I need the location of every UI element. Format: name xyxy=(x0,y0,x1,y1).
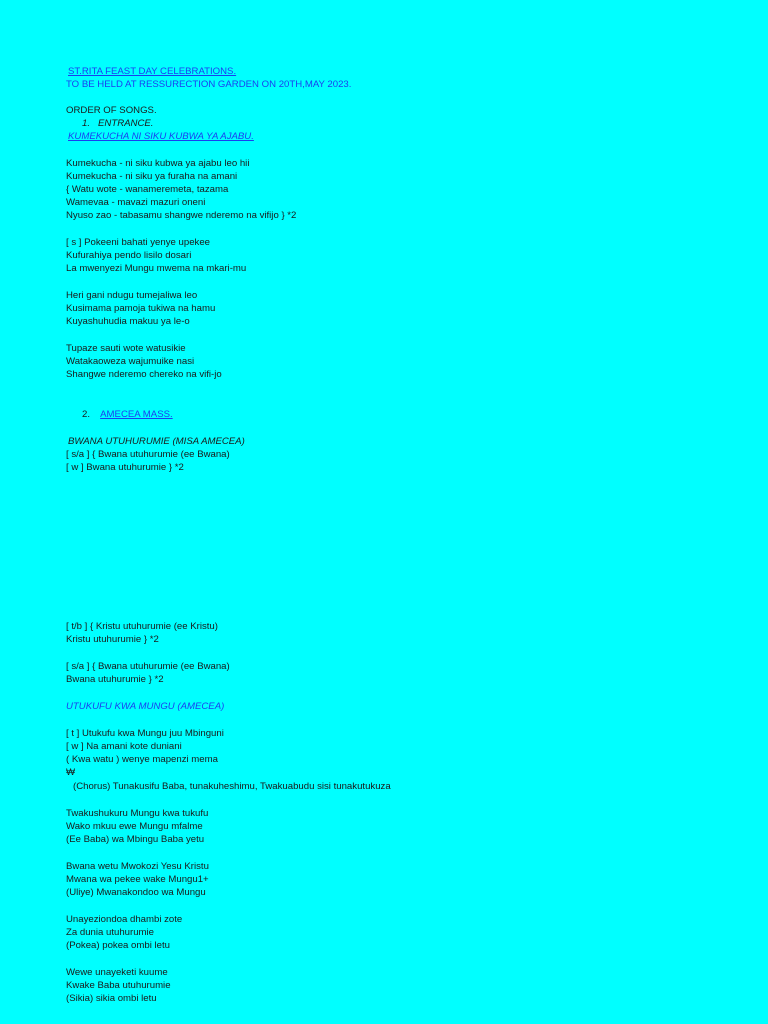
entrance-song-title: KUMEKUCHA NI SIKU KUBWA YA AJABU. xyxy=(68,131,254,142)
lyric-line: (Uliye) Mwanakondoo wa Mungu xyxy=(66,887,206,898)
lyric-line: [ w ] Bwana utuhurumie } *2 xyxy=(66,462,184,473)
lyric-line: Wamevaa - mavazi mazuri oneni xyxy=(66,197,206,208)
lyric-line: Kuyashuhudia makuu ya le-o xyxy=(66,316,190,327)
lyric-line: Kusimama pamoja tukiwa na hamu xyxy=(66,303,216,314)
lyric-line: Twakushukuru Mungu kwa tukufu xyxy=(66,808,209,819)
lyric-line: Kumekucha - ni siku ya furaha na amani xyxy=(66,171,238,182)
entrance-number: 1. xyxy=(82,118,91,129)
entrance-heading xyxy=(82,118,153,130)
lyric-line: ( Kwa watu ) wenye mapenzi mema xyxy=(66,754,218,765)
order-heading: ORDER OF SONGS. xyxy=(66,105,157,116)
lyric-line: (Sikia) sikia ombi letu xyxy=(66,993,157,1004)
lyric-line: Shangwe nderemo chereko na vifi-jo xyxy=(66,369,222,380)
lyric-line: Kristu utuhurumie } *2 xyxy=(66,634,159,645)
lyric-line: Bwana utuhurumie } *2 xyxy=(66,674,164,685)
event-title: ST.RITA FEAST DAY CELEBRATIONS. xyxy=(68,66,237,77)
lyric-line: [ t ] Utukufu kwa Mungu juu Mbinguni xyxy=(66,728,224,739)
lyric-line: Heri gani ndugu tumejaliwa leo xyxy=(66,290,198,301)
lyric-line: Unayeziondoa dhambi zote xyxy=(66,914,183,925)
lyric-line: Bwana wetu Mwokozi Yesu Kristu xyxy=(66,861,209,872)
lyric-line: Nyuso zao - tabasamu shangwe nderemo na vifijo } *2 xyxy=(66,210,297,221)
lyric-line: { Watu wote - wanameremeta, tazama xyxy=(66,184,229,195)
chorus-line: (Chorus) Tunakusifu Baba, tunakuheshimu, Twakuabudu sisi tunakutukuza xyxy=(73,781,391,792)
amecea-label: AMECEA MASS. xyxy=(100,409,173,420)
lyric-line: Za dunia utuhurumie xyxy=(66,927,154,938)
lyric-line: (Ee Baba) wa Mbingu Baba yetu xyxy=(66,834,205,845)
lyric-line: Wako mkuu ewe Mungu mfalme xyxy=(66,821,203,832)
lyric-line: Kwake Baba utuhurumie xyxy=(66,980,171,991)
amecea-heading xyxy=(82,409,173,421)
lyric-line: La mwenyezi Mungu mwema na mkari-mu xyxy=(66,263,247,274)
kyrie-title: BWANA UTUHURUMIE (MISA AMECEA) xyxy=(68,436,245,447)
lyric-line: [ w ] Na amani kote duniani xyxy=(66,741,182,752)
lyric-line: [ t/b ] { Kristu utuhurumie (ee Kristu) xyxy=(66,621,218,632)
amecea-number: 2. xyxy=(82,409,91,420)
lyric-line: Wewe unayeketi kuume xyxy=(66,967,168,978)
lyric-line: [ s/a ] { Bwana utuhurumie (ee Bwana) xyxy=(66,661,230,672)
gloria-title: UTUKUFU KWA MUNGU (AMECEA) xyxy=(66,701,225,712)
event-subtitle: TO BE HELD AT RESSURECTION GARDEN ON 20TH,MAY 2023. xyxy=(66,79,352,90)
lyric-line: Mwana wa pekee wake Mungu1+ xyxy=(66,874,209,885)
lyric-line: (Pokea) pokea ombi letu xyxy=(66,940,170,951)
lyric-line: [ s ] Pokeeni bahati yenye upekee xyxy=(66,237,211,248)
lyric-line: Kufurahiya pendo lisilo dosari xyxy=(66,250,192,261)
lyric-line: [ s/a ] { Bwana utuhurumie (ee Bwana) xyxy=(66,449,230,460)
lyric-line: ₩ xyxy=(66,767,76,778)
lyric-line: Kumekucha - ni siku kubwa ya ajabu leo hii xyxy=(66,158,250,169)
lyric-line: Tupaze sauti wote watusikie xyxy=(66,343,186,354)
lyric-line: Watakaoweza wajumuike nasi xyxy=(66,356,195,367)
entrance-label: ENTRANCE. xyxy=(98,118,154,129)
